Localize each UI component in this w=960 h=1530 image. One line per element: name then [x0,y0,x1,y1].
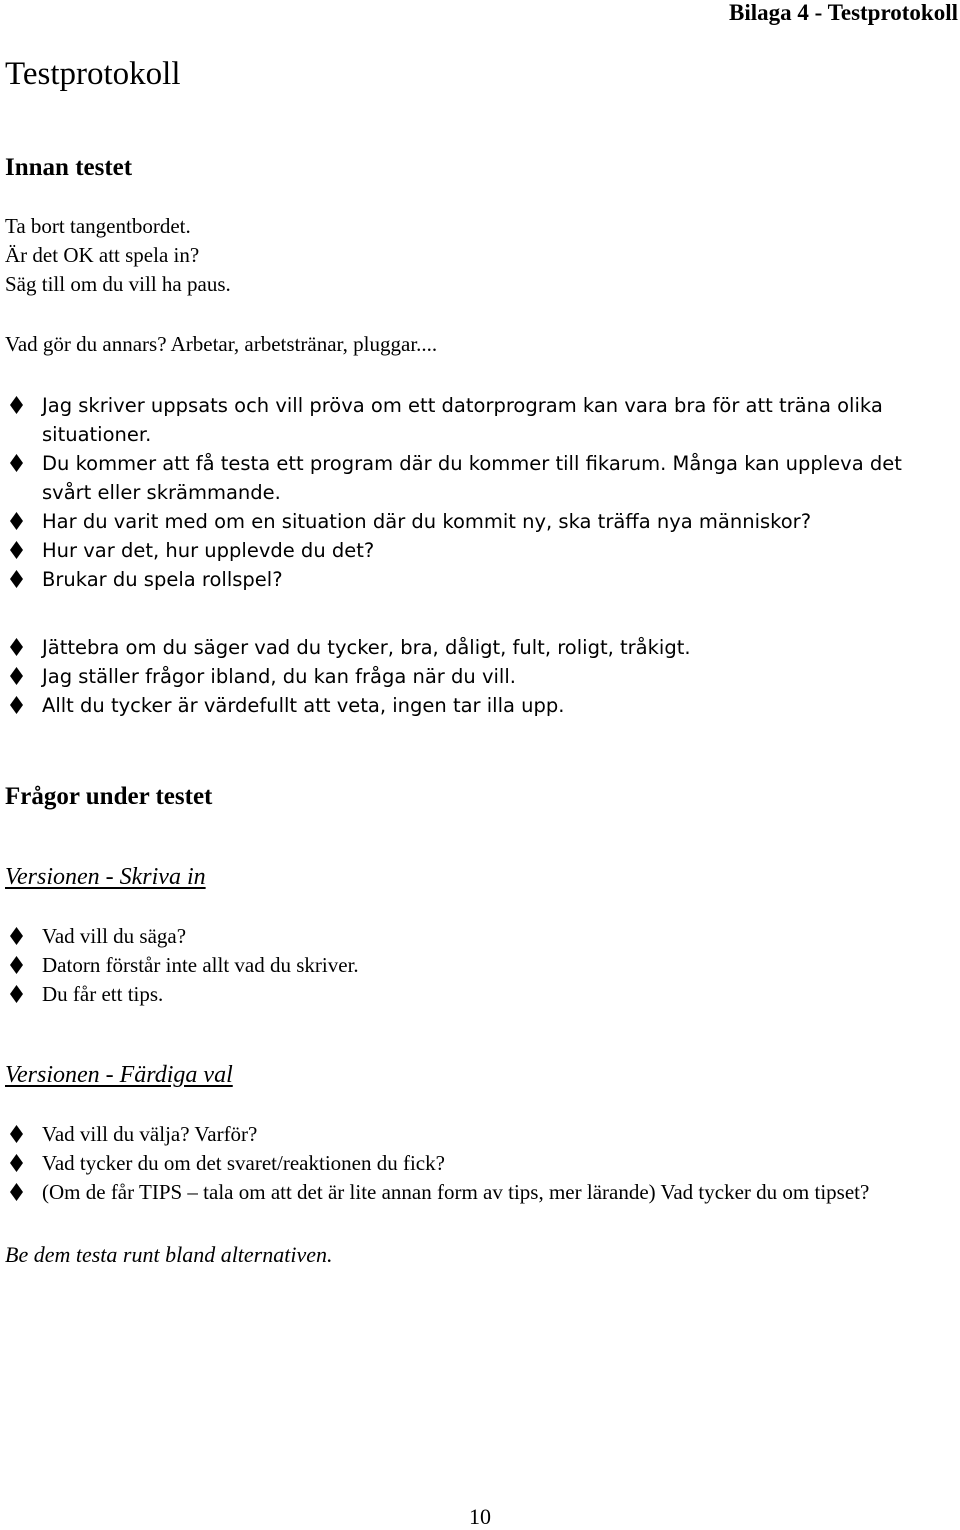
list-item [0,691,950,720]
list-item-text: Vad vill du säga? [42,924,187,948]
instruction-line: Säg till om du vill ha paus. [5,272,231,296]
intro-question-text: Vad gör du annars? Arbetar, arbetstränar, pluggar.... [5,332,438,356]
bullet-list-version-choice [0,1120,950,1207]
list-item-text: Vad tycker du om det svaret/reaktionen du fick? [42,1151,445,1175]
bullet-list-feedback [0,633,950,720]
list-item-text: Jag skriver uppsats och vill pröva om ett datorprogram kan vara bra för att träna olika situationer. [42,394,883,446]
section-heading-before-test: Innan testet [5,154,133,181]
subheading-version-choice: Versionen - Färdiga val [5,1062,233,1088]
diamond-bullet-icon [10,696,23,714]
document-header-label: Bilaga 4 - Testprotokoll [729,0,958,25]
intro-question [5,330,437,359]
list-item [0,449,950,507]
list-item-text: Har du varit med om en situation där du kommit ny, ska träffa nya människor? [42,510,812,533]
list-item-text: Jättebra om du säger vad du tycker, bra, dåligt, fult, roligt, tråkigt. [42,636,691,659]
instruction-line: Ta bort tangentbordet. [5,214,191,238]
diamond-bullet-icon [10,667,23,685]
list-item [0,951,950,980]
section-heading-during-test: Frågor under testet [5,783,213,810]
bullet-list-intro [0,391,950,594]
list-item [0,536,950,565]
diamond-bullet-icon [10,1125,23,1143]
diamond-bullet-icon [10,541,23,559]
diamond-bullet-icon [10,1183,23,1201]
list-item [0,565,950,594]
list-item [0,980,950,1009]
document-title: Testprotokoll [5,56,181,92]
page-number: 10 [469,1504,491,1529]
list-item [0,391,950,449]
list-item-text: Allt du tycker är värdefullt att veta, ingen tar illa upp. [42,694,565,717]
diamond-bullet-icon [10,1154,23,1172]
diamond-bullet-icon [10,454,23,472]
list-item [0,662,950,691]
list-item-text: Hur var det, hur upplevde du det? [42,539,375,562]
list-item [0,1178,950,1207]
bullet-list-version-type [0,922,950,1009]
list-item-text: Vad vill du välja? Varför? [42,1122,258,1146]
list-item-text: Brukar du spela rollspel? [42,568,283,591]
list-item [0,1149,950,1178]
list-item-text: Du kommer att få testa ett program där du kommer till fikarum. Många kan uppleva det svårt eller skrämmande. [42,452,902,504]
list-item [0,922,950,951]
diamond-bullet-icon [10,985,23,1003]
list-item [0,507,950,536]
diamond-bullet-icon [10,396,23,414]
instruction-line: Är det OK att spela in? [5,243,200,267]
instruction-lines [5,212,231,299]
list-item [0,633,950,662]
list-item [0,1120,950,1149]
list-item-text: Datorn förstår inte allt vad du skriver. [42,953,359,977]
diamond-bullet-icon [10,512,23,530]
list-item-text: Du får ett tips. [42,982,164,1006]
diamond-bullet-icon [10,956,23,974]
diamond-bullet-icon [10,638,23,656]
subheading-version-type: Versionen - Skriva in [5,864,206,890]
diamond-bullet-icon [10,927,23,945]
list-item-text: (Om de får TIPS – tala om att det är lite annan form av tips, mer lärande) Vad tycker du om tipset? [42,1180,870,1204]
facilitator-note: Be dem testa runt bland alternativen. [5,1242,333,1267]
list-item-text: Jag ställer frågor ibland, du kan fråga när du vill. [42,665,516,688]
diamond-bullet-icon [10,570,23,588]
